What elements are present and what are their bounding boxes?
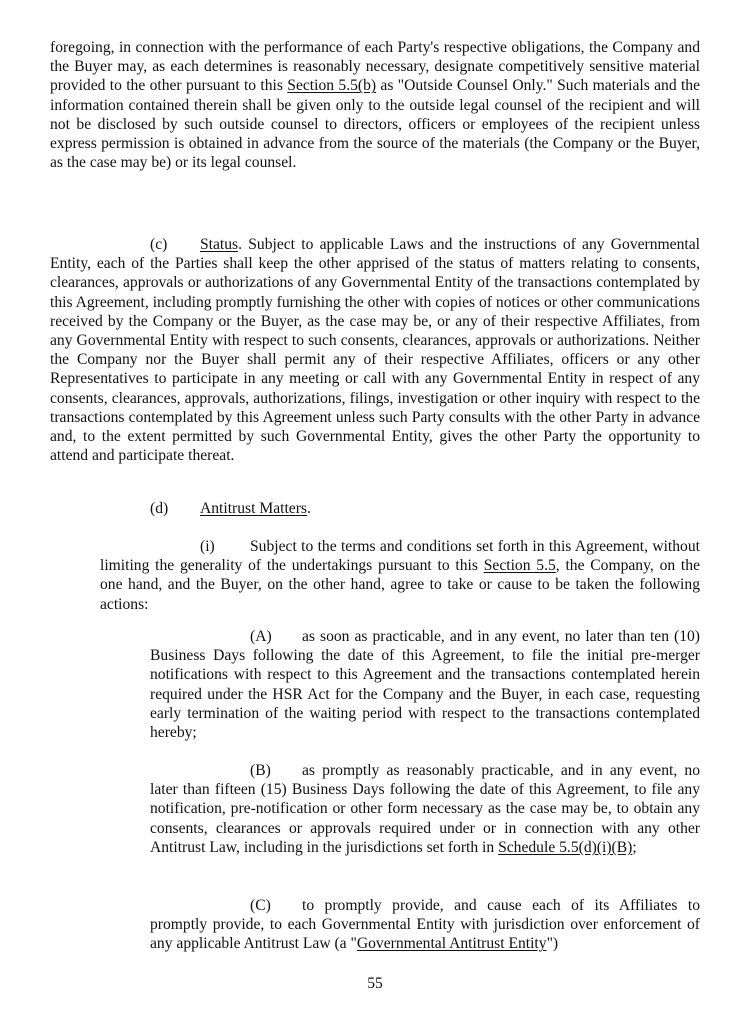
paragraph-d-antitrust-matters <box>50 499 700 518</box>
clause-label: (B) <box>250 762 271 779</box>
clause-label: (C) <box>250 897 271 914</box>
paragraph-text: foregoing, in connection with the performance of each Party's respective obligations, the Company and the Buyer may, as each determines is reasonably necessary, designate competitively sensitive material provided to the other pursuant to this <box>50 39 700 95</box>
paragraph-text: ; <box>632 838 637 856</box>
page-number: 55 <box>367 975 383 992</box>
paragraph-text: as soon as practicable, and in any event, no later than ten (10) Business Days following the date of this Agreement, to file the initial pre-merger notifications with respect to this Agreement and the transactions contemplated herein required under the HSR Act for the Company and the Buyer, in each case, requesting early termination of the waiting period with respect to the transactions contemplated hereby; <box>150 628 700 742</box>
paragraph-text: to promptly provide, and cause each of its Affiliates to promptly provide, to each Governmental Entity with jurisdiction over enforcement of any applicable Antitrust Law (a " <box>150 897 700 953</box>
paragraph-d-i-A <box>150 627 700 742</box>
clause-label: (d) <box>150 500 169 517</box>
defined-term: Governmental Antitrust Entity <box>356 935 547 953</box>
clause-heading: Antitrust Matters <box>200 500 307 517</box>
paragraph-d-i <box>100 537 700 614</box>
paragraph-text: Subject to the terms and conditions set forth in this Agreement, without limiting the generality of the undertakings pursuant to this <box>100 538 700 575</box>
clause-label: (i) <box>200 538 215 555</box>
section-reference-link: Section 5.5 <box>483 557 556 575</box>
paragraph-continuation <box>50 38 700 172</box>
paragraph-d-i-B <box>150 761 700 857</box>
paragraph-text: ") <box>546 935 559 953</box>
paragraph-c-status <box>50 235 700 465</box>
clause-label: (c) <box>150 236 168 253</box>
section-reference-link: Section 5.5(b) <box>287 77 377 95</box>
paragraph-text: . Subject to applicable Laws and the instructions of any Governmental Entity, each of the Parties shall keep the other apprised of the status of matters relating to consents, clearances, approvals or authorizations of any Governmental Entity of the transactions contemplated by this Agreement, including promptly furnishing the other with copies of notices or other communications received by the Company or the Buyer, as the case may be, or any of their respective Affiliates, from any Governmental Entity with respect to such consents, clearances, approvals or authorizations. Neither the Company nor the Buyer shall permit any of their respective Affiliates, officers or any other Representatives to participate in any meeting or call with any Governmental Entity in respect of any consents, clearances, approvals, authorizations, filings, investigation or other inquiry with respect to the transactions contemplated by this Agreement unless such Party consults with the other Party in advance and, to the extent permitted by such Governmental Entity, gives the other Party the opportunity to attend and participate thereat. <box>50 236 700 465</box>
schedule-reference-link: Schedule 5.5(d)(i)(B) <box>498 838 633 856</box>
clause-label: (A) <box>250 628 272 645</box>
paragraph-d-i-C <box>150 896 700 954</box>
clause-heading: Status <box>200 236 239 253</box>
paragraph-text: as promptly as reasonably practicable, and in any event, no later than fifteen (15) Business Days following the date of this Agreement, to file any notification, pre-notification or other form necessary as the case may be, to obtain any consents, clearances or approvals required under or in connection with any other Antitrust Law, including in the jurisdictions set forth in <box>150 762 700 856</box>
paragraph-text: , the Company, on the one hand, and the Buyer, on the other hand, agree to take or cause to be taken the following actions: <box>100 557 700 613</box>
paragraph-text: . <box>306 500 311 517</box>
paragraph-text: as "Outside Counsel Only." Such materials and the information contained therein shall be given only to the outside legal counsel of the recipient and will not be disclosed by such outside counsel to directors, officers or employees of the recipient unless express permission is obtained in advance from the source of the materials (the Company or the Buyer, as the case may be) or its legal counsel. <box>50 77 700 172</box>
